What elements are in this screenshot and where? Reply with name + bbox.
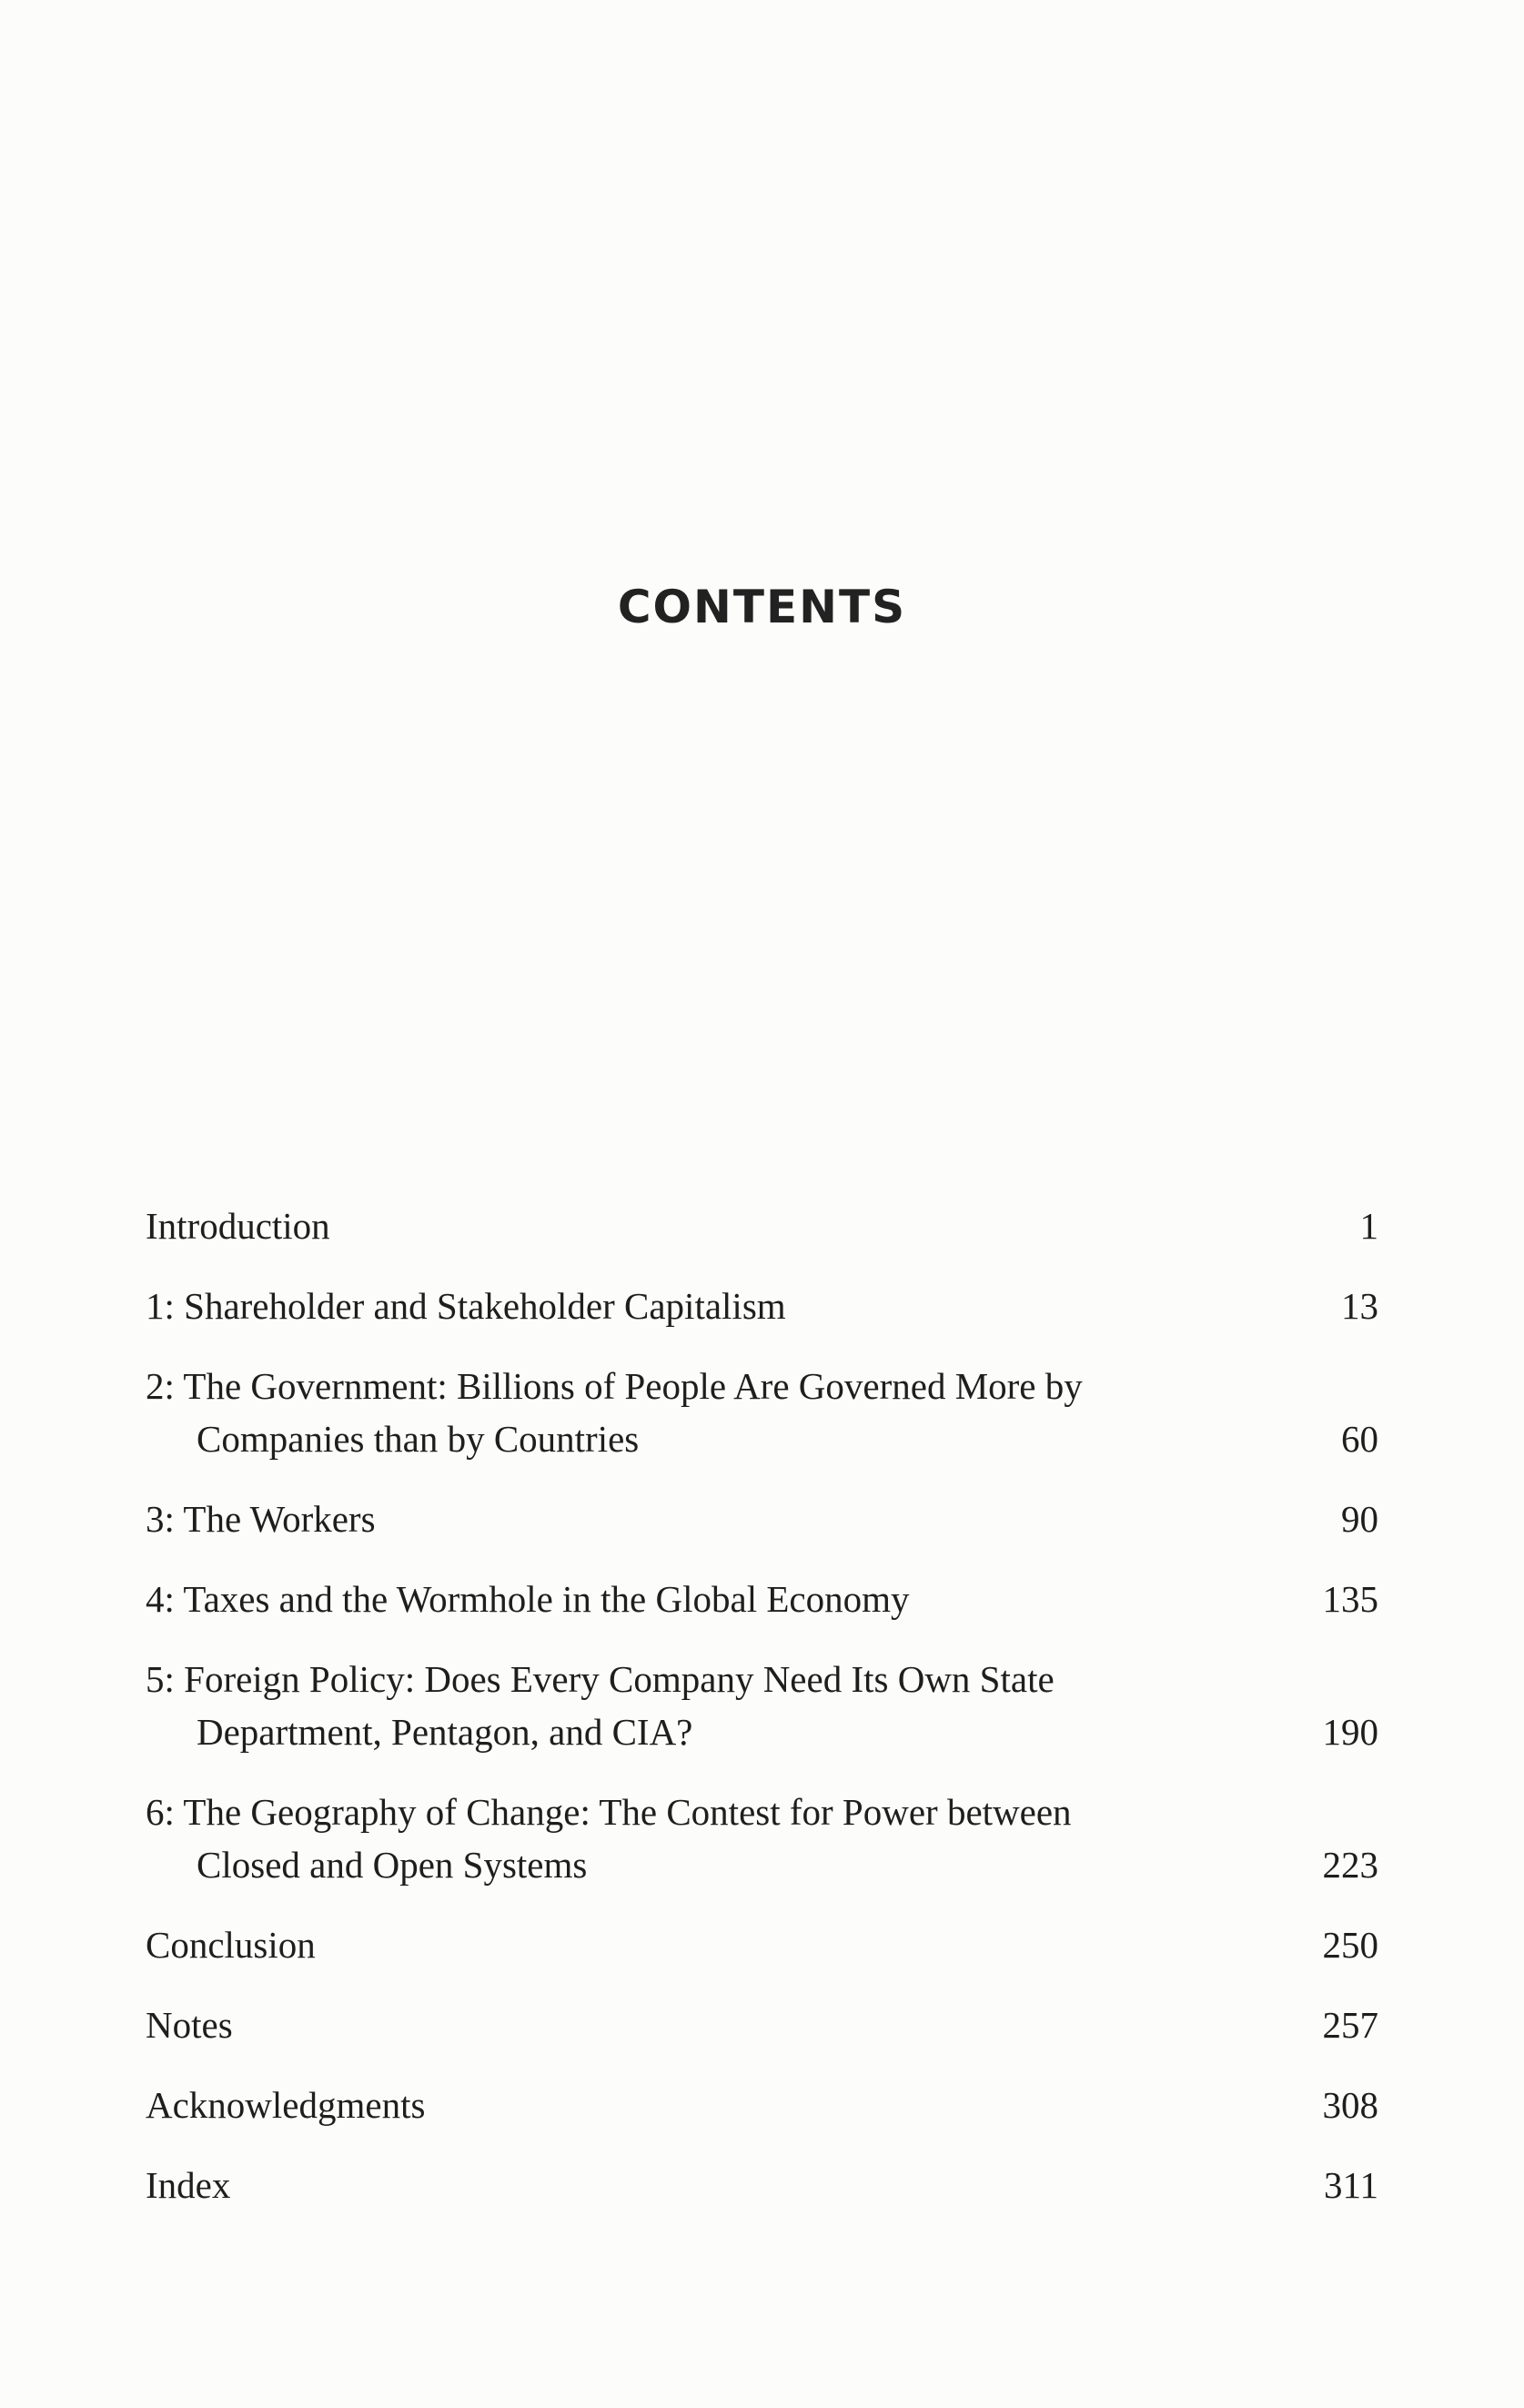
toc-entry-chapter-3 — [146, 1492, 1378, 1545]
toc-entry-chapter-5 — [146, 1653, 1378, 1758]
toc-entry-page: 1 — [1359, 1205, 1378, 1247]
toc-entry-title: 6: The Geography of Change: The Contest for Power between Closed and Open Systems — [146, 1791, 1072, 1886]
toc-entry-notes — [146, 1998, 1378, 2051]
toc-entry-title: Introduction — [146, 1205, 330, 1247]
toc-entry-page: 135 — [1322, 1578, 1378, 1620]
toc-entry-title: 5: Foreign Policy: Does Every Company Need Its Own State Department, Pentagon, and CIA? — [146, 1658, 1055, 1753]
toc-entry-acknowledgments — [146, 2079, 1378, 2131]
toc-entry-chapter-1 — [146, 1280, 1378, 1332]
toc-entry-page: 308 — [1322, 2084, 1378, 2126]
toc-entry-page: 90 — [1341, 1498, 1378, 1540]
toc-entry-title: 4: Taxes and the Wormhole in the Global Economy — [146, 1578, 910, 1620]
toc-entry-introduction — [146, 1199, 1378, 1252]
toc-entry-title: Notes — [146, 2004, 233, 2046]
toc-entry-page: 257 — [1322, 2004, 1378, 2046]
toc-entry-title: 2: The Government: Billions of People Are Governed More by Companies than by Countries — [146, 1365, 1083, 1460]
toc-entry-title: 1: Shareholder and Stakeholder Capitalism — [146, 1285, 786, 1327]
toc-entry-page: 60 — [1341, 1418, 1378, 1460]
toc-entry-index — [146, 2159, 1378, 2211]
toc-entry-title: Acknowledgments — [146, 2084, 426, 2126]
table-of-contents — [146, 1199, 1378, 2239]
toc-entry-page: 190 — [1322, 1711, 1378, 1753]
toc-entry-page: 250 — [1322, 1924, 1378, 1966]
toc-entry-chapter-2 — [146, 1360, 1378, 1465]
toc-entry-title: 3: The Workers — [146, 1498, 376, 1540]
toc-entry-title: Conclusion — [146, 1924, 316, 1966]
toc-entry-title: Index — [146, 2164, 231, 2206]
contents-heading: CONTENTS — [617, 580, 907, 633]
toc-entry-chapter-4 — [146, 1573, 1378, 1625]
toc-entry-page: 223 — [1322, 1844, 1378, 1886]
toc-entry-page: 13 — [1341, 1285, 1378, 1327]
toc-entry-page: 311 — [1324, 2164, 1378, 2206]
toc-entry-chapter-6 — [146, 1786, 1378, 1891]
toc-entry-conclusion — [146, 1918, 1378, 1971]
